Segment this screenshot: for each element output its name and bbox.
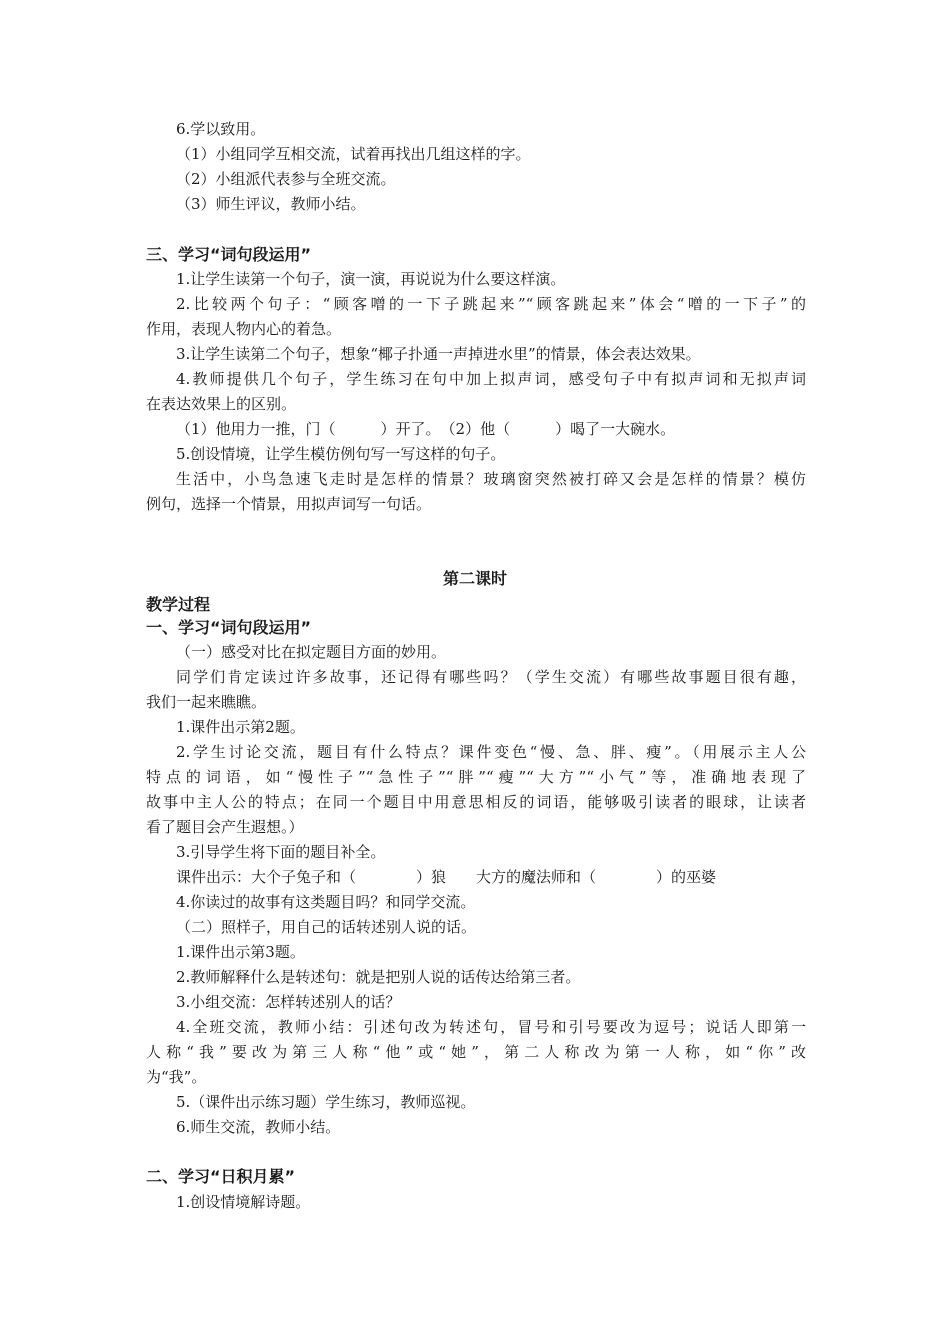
- paragraph: 在表达效果上的区别。: [146, 395, 297, 413]
- paragraph: （二）照样子，用自己的话转述别人说的话。: [176, 918, 477, 936]
- paragraph: 2.学生讨论交流，题目有什么特点？课件变色“慢、急、胖、瘦”。（用展示主人公: [176, 743, 806, 761]
- paragraph: （2）小组派代表参与全班交流。: [176, 170, 396, 188]
- paragraph: 4.你读过的故事有这类题目吗？和同学交流。: [176, 893, 476, 911]
- paragraph: 我们一起来瞧瞧。: [146, 693, 267, 711]
- paragraph: 同学们肯定读过许多故事，还记得有哪些吗？（学生交流）有哪些故事题目很有趣，: [176, 668, 806, 686]
- paragraph: 5.（课件出示练习题）学生练习，教师巡视。: [176, 1093, 476, 1111]
- paragraph: 1.课件出示第2题。: [176, 718, 305, 736]
- paragraph: 3.让学生读第二个句子，想象“椰子扑通一声掉进水里”的情景，体会表达效果。: [176, 345, 701, 363]
- lesson-title: 第二课时: [442, 569, 507, 588]
- paragraph: 3.引导学生将下面的题目补全。: [176, 843, 386, 861]
- paragraph: 1.让学生读第一个句子，演一演，再说说为什么要这样演。: [176, 270, 566, 288]
- paragraph: 为“我”。: [146, 1068, 207, 1086]
- paragraph: （3）师生评议，教师小结。: [176, 195, 366, 213]
- paragraph: 5.创设情境，让学生模仿例句写一写这样的句子。: [176, 445, 506, 463]
- paragraph: 6.学以致用。: [176, 120, 266, 138]
- paragraph: 4.教师提供几个句子，学生练习在句中加上拟声词，感受句子中有拟声词和无拟声词: [176, 370, 806, 388]
- paragraph: 6.师生交流，教师小结。: [176, 1118, 341, 1136]
- paragraph: 1.课件出示第3题。: [176, 943, 305, 961]
- paragraph: （1）小组同学互相交流，试着再找出几组这样的字。: [176, 145, 531, 163]
- paragraph: 例句，选择一个情景，用拟声词写一句话。: [146, 495, 432, 513]
- paragraph: 看了题目会产生遐想。）: [146, 818, 304, 836]
- paragraph: 人称“我”要改为第三人称“他”或“她”，第二人称改为第一人称，如“你”改: [146, 1043, 806, 1061]
- paragraph: 4.全班交流，教师小结：引述句改为转述句，冒号和引号要改为逗号；说话人即第一: [176, 1018, 806, 1036]
- paragraph: 作用，表现人物内心的着急。: [146, 320, 342, 338]
- paragraph: （1）他用力一推，门（ ）开了。 （2）他（ ）喝了一大碗水。: [176, 420, 676, 438]
- paragraph: 特点的词语，如“慢性子”“急性子”“胖”“瘦”“大方”“小气”等，准确地表现了: [146, 768, 806, 786]
- paragraph: 3.小组交流：怎样转述别人的话？: [176, 993, 401, 1011]
- paragraph: 2.比较两个句子：“顾客噌的一下子跳起来”“顾客跳起来”体会“噌的一下子”的: [176, 295, 806, 313]
- paragraph: 生活中，小鸟急速飞走时是怎样的情景？玻璃窗突然被打碎又会是怎样的情景？模仿: [176, 470, 806, 488]
- paragraph: （一）感受对比在拟定题目方面的妙用。: [176, 643, 447, 661]
- section-heading: 教学过程: [146, 595, 211, 614]
- paragraph: 2.教师解释什么是转述句：就是把别人说的话传达给第三者。: [176, 968, 581, 986]
- paragraph: 故事中主人公的特点；在同一个题目中用意思相反的词语，能够吸引读者的眼球，让读者: [146, 793, 806, 811]
- section-heading: 二、学习“日积月累”: [146, 1167, 296, 1186]
- section-heading: 一、学习“词句段运用”: [146, 618, 312, 637]
- paragraph: 1.创设情境解诗题。: [176, 1193, 311, 1211]
- section-heading: 三、学习“词句段运用”: [146, 245, 312, 264]
- paragraph: 课件出示：大个子兔子和（ ）狼 大方的魔法师和（ ）的巫婆: [176, 868, 717, 886]
